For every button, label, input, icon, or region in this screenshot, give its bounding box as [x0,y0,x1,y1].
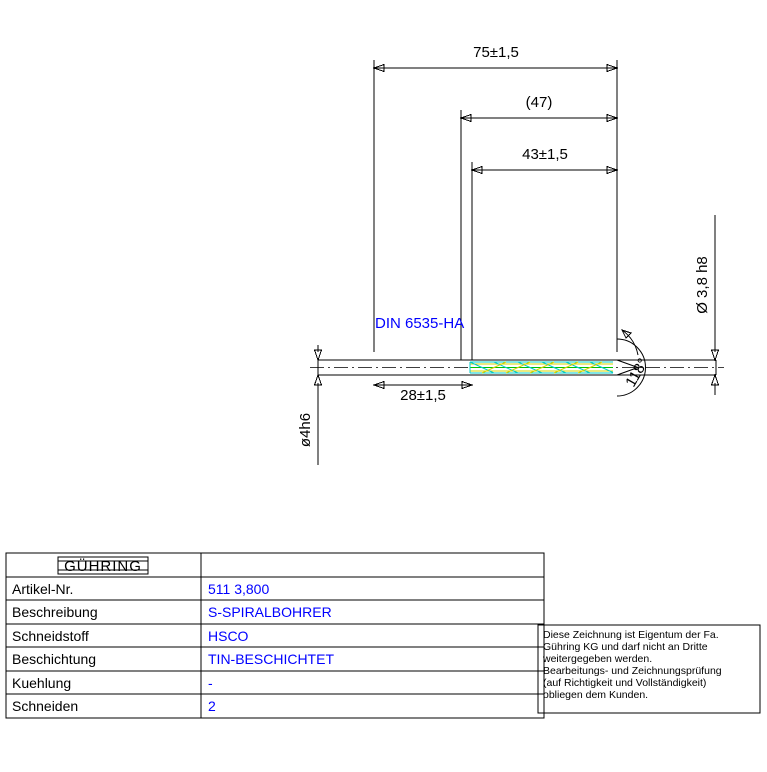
dimension-shank-length [374,382,472,405]
guhring-logo [58,557,148,575]
legal-note-line: (auf Richtigkeit und Vollständigkeit) [543,677,707,689]
table-row-label: Beschreibung [12,604,98,620]
legal-note-line: weitergegeben werden. [543,653,653,665]
dimension-reference-length [461,94,617,360]
dimension-shank-length-label: 28±1,5 [400,387,446,404]
table-row-label: Artikel-Nr. [12,581,74,597]
flute-helix [470,362,613,373]
legal-note-line: Diese Zeichnung ist Eigentum der Fa. [543,629,719,641]
table-row-label: Kuehlung [12,675,72,691]
table-row-label: Schneidstoff [12,628,89,644]
dimension-shank-diameter-label: ø4h6 [297,412,314,448]
table-row-value: 2 [208,698,216,714]
legal-note-line: Bearbeitungs- und Zeichnungsprüfung [543,665,722,677]
dimension-cutting-diameter [694,215,719,395]
title-block-table [6,553,544,718]
din-standard-note: DIN 6535-HA [375,315,465,332]
dimension-point-angle-label: 118° [622,355,652,390]
dimension-cutting-diameter-label: Ø 3,8 h8 [694,256,711,314]
table-row-value: 511 3,800 [208,581,270,597]
guhring-logo-text: GÜHRING [64,558,142,575]
legal-note-line: obliegen dem Kunden. [543,689,649,701]
legal-note-line: Gühring KG und darf nicht an Dritte [543,641,708,653]
dimension-total-length-label: 75±1,5 [473,44,519,61]
table-row-label: Schneiden [12,698,79,714]
table-row-value: HSCO [208,628,249,644]
dimension-total-length [374,44,617,352]
table-row-value: - [208,675,213,691]
table-row-value: S-SPIRALBOHRER [208,604,332,620]
table-row-value: TIN-BESCHICHTET [208,651,334,667]
dimension-flute-length [472,146,617,360]
dimension-reference-length-label: (47) [525,94,553,111]
dimension-flute-length-label: 43±1,5 [522,146,568,163]
tool-geometry [310,330,724,396]
table-row-label: Beschichtung [12,651,97,667]
legal-note-box [538,625,760,713]
